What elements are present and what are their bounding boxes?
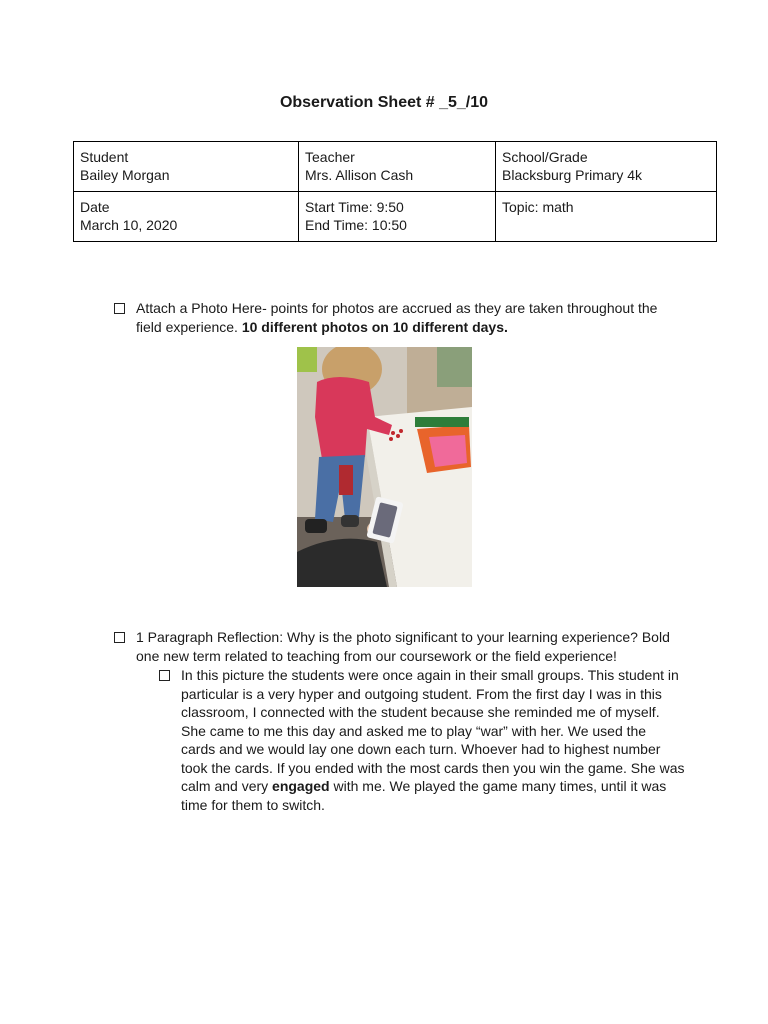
reflection-line: classroom, I connected with the student because she reminded me of myself. — [181, 704, 660, 720]
info-row-1 — [74, 142, 717, 192]
photo-item-checkbox[interactable] — [114, 303, 125, 314]
topic-cell — [496, 192, 717, 242]
photo-item-text — [136, 299, 657, 336]
reflection-line7-suffix: with me. We played the game many times, until it was — [329, 778, 667, 794]
photo-item-line2 — [136, 318, 657, 337]
classroom-photo — [297, 347, 472, 587]
school-label: School/Grade — [502, 149, 588, 165]
date-label: Date — [80, 199, 110, 215]
reflection-paragraph — [181, 666, 685, 814]
reflection-text-checkbox[interactable] — [159, 670, 170, 681]
classroom-photo-illustration — [297, 347, 472, 587]
photo-item-line2-bold: 10 different photos on 10 different days. — [241, 318, 508, 335]
reflection-item-line1: 1 Paragraph Reflection: Why is the photo significant to your learning experience? Bold — [136, 629, 670, 645]
reflection-item-line2: one new term related to teaching from our coursework or the field experience! — [136, 647, 617, 664]
student-value: Bailey Morgan — [80, 167, 170, 183]
school-cell — [496, 142, 717, 192]
reflection-line: cards and we would lay one down each turn. Whoever had to highest number — [181, 741, 661, 757]
teacher-cell — [299, 142, 496, 192]
photo-item-line2-prefix: field experience. — [136, 318, 242, 335]
student-label: Student — [80, 149, 129, 165]
end-time: End Time: 10:50 — [305, 217, 407, 233]
reflection-line: particular is a very hyper and outgoing student. From the first day I was in this — [181, 685, 662, 702]
topic: Topic: math — [502, 199, 574, 215]
teacher-label: Teacher — [305, 149, 355, 165]
reflection-item-checkbox[interactable] — [114, 632, 125, 643]
teacher-value: Mrs. Allison Cash — [305, 167, 414, 183]
reflection-line: In this picture the students were once again in their small groups. This student in — [181, 667, 679, 683]
info-table — [73, 141, 717, 242]
info-row-2 — [74, 192, 717, 242]
start-time: Start Time: 9:50 — [305, 199, 404, 215]
reflection-line: took the cards. If you ended with the most cards then you win the game. She was — [181, 759, 685, 776]
reflection-line — [181, 777, 685, 796]
bold-term: engaged — [272, 778, 330, 794]
reflection-line: She came to me this day and asked me to play “war” with her. We used the — [181, 722, 647, 739]
student-cell — [74, 142, 299, 192]
reflection-line7-prefix: calm and very — [181, 778, 273, 794]
date-value: March 10, 2020 — [80, 217, 178, 233]
reflection-item-text — [136, 628, 670, 665]
time-cell — [299, 192, 496, 242]
school-value: Blacksburg Primary 4k — [502, 167, 643, 183]
date-cell — [74, 192, 299, 242]
page-title: Observation Sheet # _5_/10 — [279, 94, 489, 111]
photo-item-line1: Attach a Photo Here- points for photos are accrued as they are taken throughout the — [136, 300, 658, 316]
reflection-line: time for them to switch. — [181, 796, 325, 813]
